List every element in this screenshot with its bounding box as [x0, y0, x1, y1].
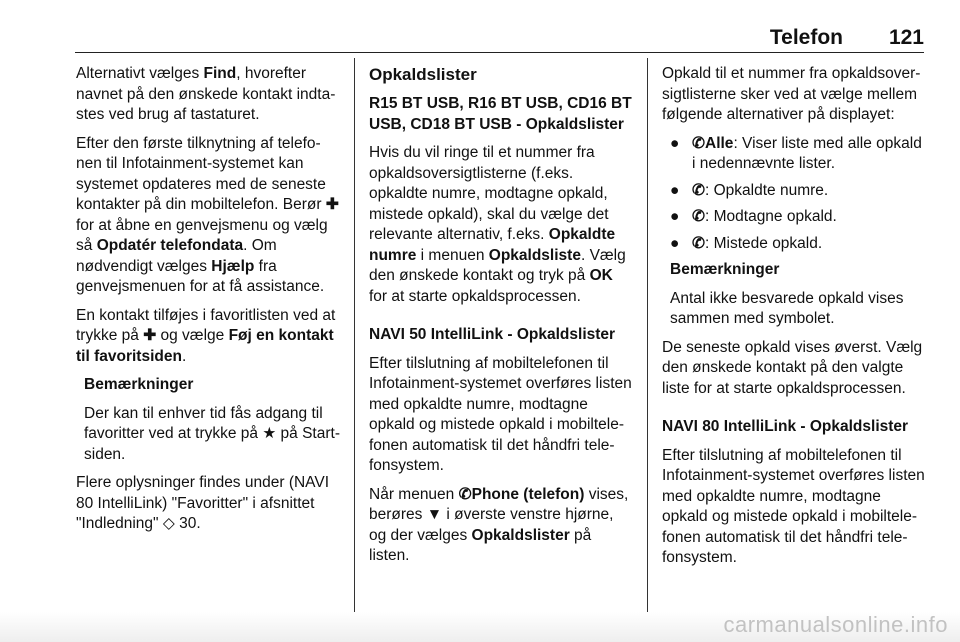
subheading-navi50: NAVI 50 IntelliLink - Opkaldslister — [369, 326, 616, 343]
paragraph-recent: De seneste opkald vises øverst. Vælg den ønskede kontakt på den valgte liste for at starte opkaldsprocessen. — [662, 338, 923, 397]
bullet-icon: ● — [670, 181, 680, 199]
list-item-received: ● ✆: Modtagne opkald. — [662, 207, 927, 228]
phone-icon: ✆ — [458, 485, 472, 503]
note-body: Antal ikke besvarede opkald vises sammen med symbolet. — [670, 289, 904, 327]
paragraph-update: Efter den første tilknytning af telefo-nen til Infotainment-systemet kan systemet opdateres med de seneste kontakter på din mobiltelefon. Berør ✚ for at åbne en genvejsmenu og vælg så Opdatér telefondata. Om nødvendigt vælges Hjælp fra genvejsmenuen for at få assistance. — [76, 134, 339, 295]
list-item-missed: ● ✆: Mistede opkald. — [662, 234, 927, 255]
received-call-icon: ✆ — [692, 208, 705, 225]
paragraph-phone-menu: Når menuen ✆Phone (telefon) vises, berøres ▼ i øverste venstre hjørne, og der vælges Opkaldslister på listen. — [369, 485, 629, 564]
column-1 — [76, 64, 344, 543]
call-list-options — [662, 134, 927, 255]
bullet-icon: ● — [670, 134, 680, 152]
paragraph-intro: Opkald til et nummer fra opkaldsover-sigtlisterne sker ved at vælge mellem følgende alternativer på displayet: — [662, 65, 921, 123]
subheading-r15: R15 BT USB, R16 BT USB, CD16 BT USB, CD18 BT USB - Opkaldslister — [369, 95, 632, 133]
missed-call-icon: ✆ — [692, 234, 705, 252]
list-item-all: ● ✆Alle: Viser liste med alle opkald i nedennævnte lister. — [670, 134, 922, 172]
dialed-call-icon: ✆ — [692, 181, 705, 199]
triangle-down-icon: ▼ — [426, 506, 443, 523]
heading-call-lists: Opkaldslister — [369, 65, 477, 84]
column-2 — [369, 64, 635, 575]
phone-icon: ✆ — [692, 134, 705, 152]
paragraph-navi50: Efter tilslutning af mobiltelefonen til Infotainment-systemet overføres listen med opkaldte numre, modtagne opkald og mistede opkald i mobiltele-fonen automatisk til det håndfri tele-fonsystem. — [369, 354, 632, 474]
page-number: 121 — [888, 26, 924, 49]
star-icon: ★ — [262, 425, 277, 442]
note-title: Bemærkninger — [670, 261, 780, 278]
header-rule — [75, 52, 924, 53]
list-item-dialed: ● ✆: Opkaldte numre. — [662, 181, 927, 202]
watermark-text: carmanualsonline.info — [723, 612, 948, 637]
bullet-icon: ● — [670, 234, 680, 252]
paragraph-navi80: Efter tilslutning af mobiltelefonen til Infotainment-systemet overføres listen med opkaldte numre, modtagne opkald og mistede opkald i mobiltele-fonen automatisk til det håndfri tele-fonsystem. — [662, 446, 925, 566]
note-title: Bemærkninger — [84, 376, 194, 393]
paragraph-more-info: Flere oplysninger findes under (NAVI 80 IntelliLink) "Favoritter" i afsnittet "Indledning" ◇ 30. — [76, 474, 330, 532]
plus-icon: ✚ — [325, 196, 339, 213]
paragraph-find: Alternativt vælges Find, hvorefter navnet på den ønskede kontakt indta-stes ved brug af tastaturet. — [76, 65, 336, 123]
subheading-navi80: NAVI 80 IntelliLink - Opkaldslister — [662, 418, 909, 435]
reference-icon: ◇ — [162, 515, 175, 532]
paragraph-r15: Hvis du vil ringe til et nummer fra opkaldsoversigtlisterne (f.eks. opkaldte numre, modtagne opkald, mistede opkald), skal du vælge det relevante alternativ, f.eks. Opkaldte numre i menuen Opkaldsliste. Vælg den ønskede kontakt og tryk på OK for at starte opkaldsprocessen. — [369, 144, 626, 305]
bullet-icon: ● — [670, 208, 680, 225]
note-box — [662, 260, 927, 330]
section-title: Telefon — [769, 26, 843, 49]
page-header — [0, 0, 960, 54]
note-body: Der kan til enhver tid fås adgang til favoritter ved at trykke på ★ på Start-siden. — [84, 404, 340, 463]
plus-icon: ✚ — [143, 327, 157, 344]
column-3 — [662, 64, 927, 577]
page-footer — [0, 612, 960, 642]
paragraph-favorites: En kontakt tilføjes i favoritlisten ved at trykke på ✚ og vælge Føj en kontakt til favoritsiden. — [76, 306, 336, 365]
column-divider-1 — [354, 58, 355, 612]
note-box — [76, 375, 344, 465]
column-divider-2 — [647, 58, 648, 612]
